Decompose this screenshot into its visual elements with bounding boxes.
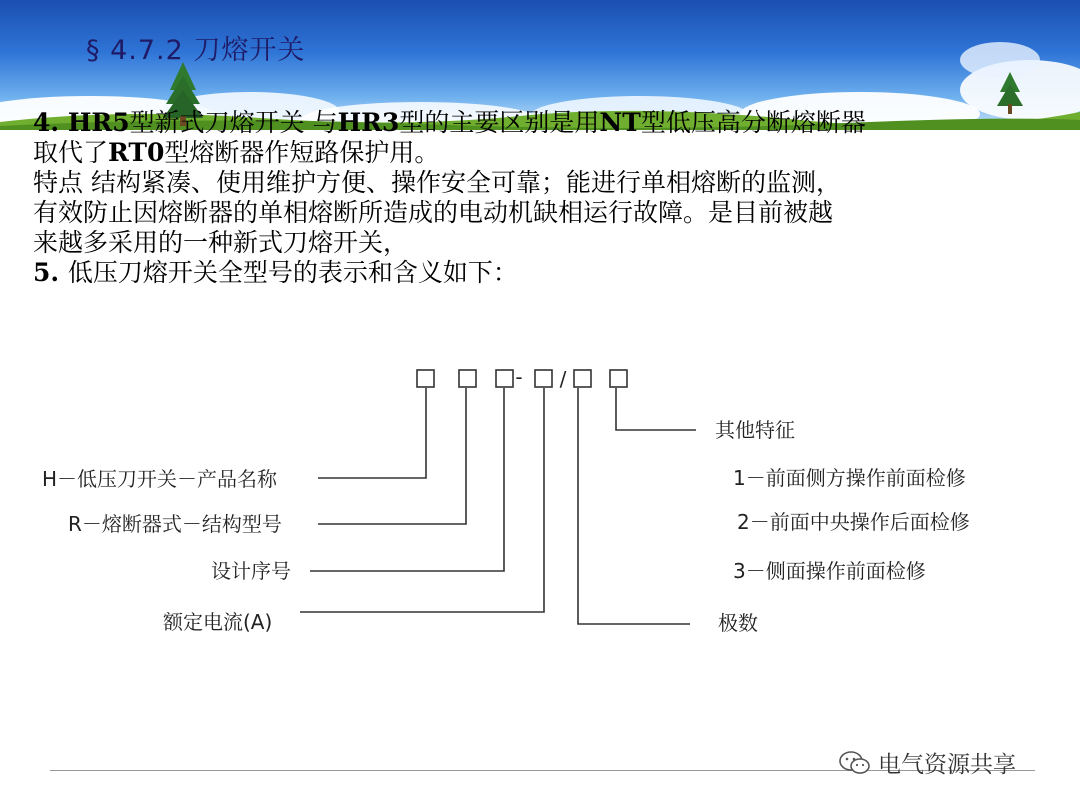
text-run: 型新式刀熔开关 与 [129, 108, 338, 137]
model-code: NT [599, 108, 641, 137]
label-other-features: 其他特征 [715, 418, 795, 442]
code-box [417, 370, 434, 387]
paragraph-line-5: 来越多采用的一种新式刀熔开关， [33, 228, 409, 257]
model-code: HR3 [337, 108, 400, 137]
code-box [610, 370, 627, 387]
text-run: 型熔断器作短路保护用。 [164, 138, 440, 167]
connector-line [578, 388, 690, 624]
code-box [496, 370, 513, 387]
watermark-text: 电气资源共享 [878, 752, 1016, 778]
label-pole-count: 极数 [718, 611, 758, 635]
text-run: 型低压高分断熔断器 [640, 108, 866, 137]
paragraph-line-3: 特点 结构紧凑、使用维护方便、操作安全可靠；能进行单相熔断的监测， [33, 168, 841, 197]
label-structure-type: R－熔断器式－结构型号 [68, 512, 282, 536]
model-code: RT0 [108, 138, 165, 167]
connector-line [310, 388, 504, 571]
label-option-3: 3－侧面操作前面检修 [733, 559, 926, 583]
text-run: 型的主要区别是用 [399, 108, 600, 137]
wechat-icon [838, 750, 872, 776]
item-number: 5. [33, 258, 68, 287]
label-product-name: H－低压刀开关－产品名称 [42, 467, 278, 491]
watermark [838, 746, 1016, 779]
paragraph-line-4: 有效防止因熔断器的单相熔断所造成的电动机缺相运行故障。是目前被越 [33, 198, 834, 227]
section-title: § 4.7.2 刀熔开关 [86, 35, 306, 66]
label-option-2: 2－前面中央操作后面检修 [737, 510, 970, 534]
code-box [574, 370, 591, 387]
connector-line [616, 388, 696, 430]
label-option-1: 1－前面侧方操作前面检修 [733, 466, 966, 490]
connector-line [318, 388, 466, 524]
model-code: HR5 [67, 108, 130, 137]
code-box [535, 370, 552, 387]
item-number: 4. [33, 108, 68, 137]
code-box [459, 370, 476, 387]
separator-slash: / [559, 367, 567, 391]
connector-line [318, 388, 426, 478]
separator-dash: - [515, 365, 523, 389]
connector-line [300, 388, 544, 612]
label-design-serial: 设计序号 [211, 559, 291, 583]
text-run: 取代了 [33, 138, 109, 167]
label-rated-current: 额定电流(A) [163, 610, 273, 634]
text-run: 低压刀熔开关全型号的表示和含义如下： [67, 258, 518, 287]
